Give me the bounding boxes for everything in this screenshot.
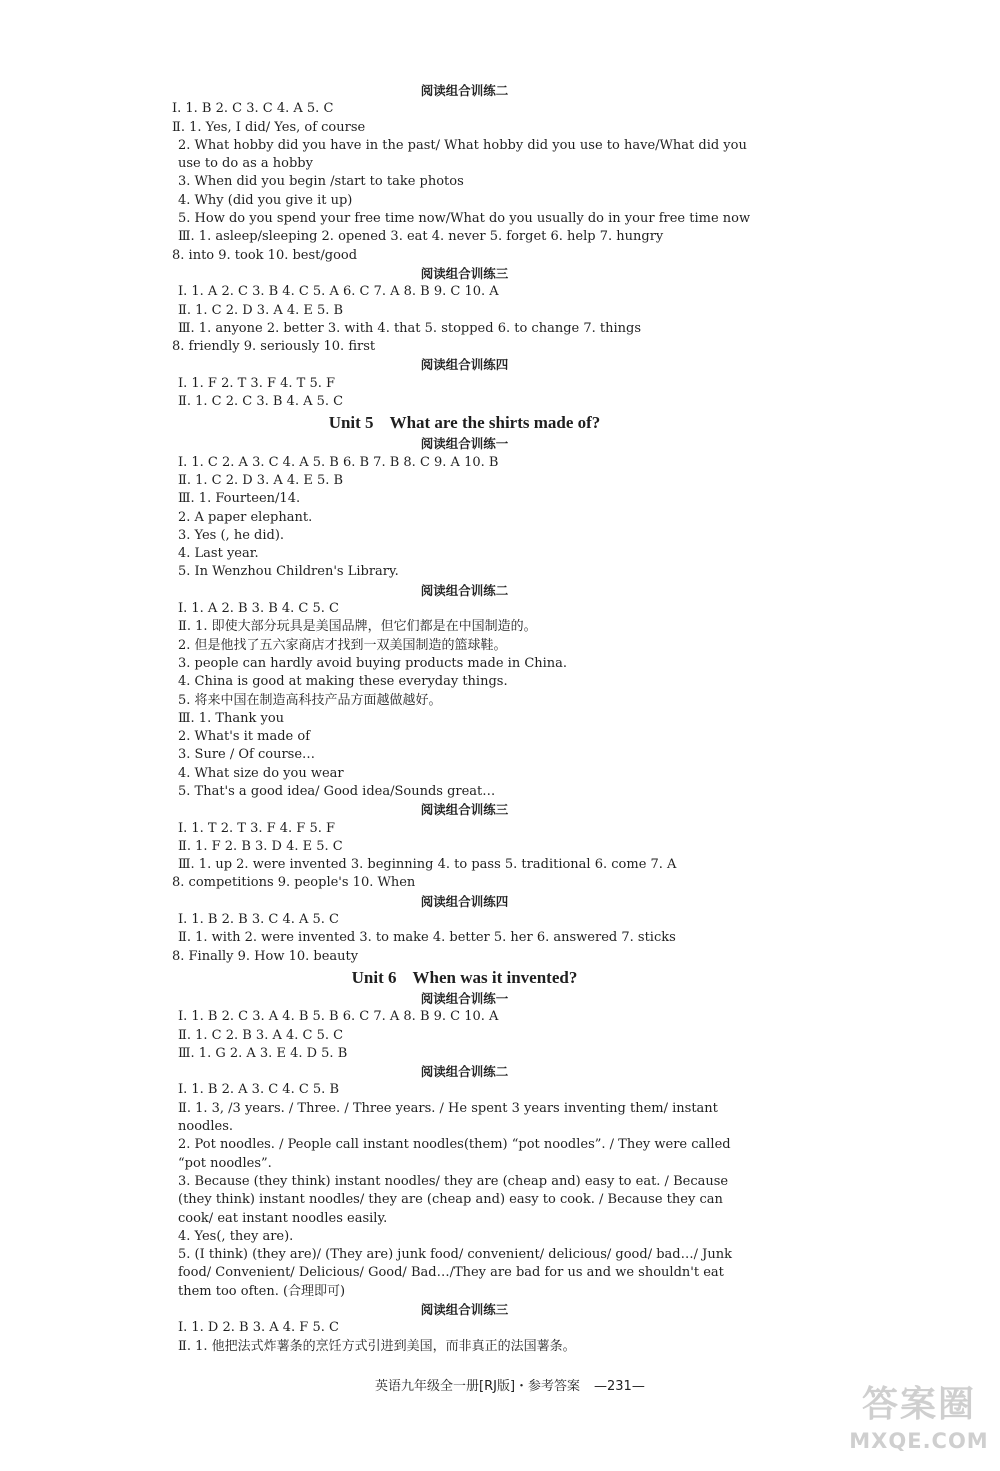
answer-line: 5. That's a good idea/ Good idea/Sounds great…	[178, 783, 496, 799]
answer-line: Ⅱ. 1. C 2. D 3. A 4. E 5. B	[178, 302, 344, 318]
answer-line: Ⅱ. 1. F 2. B 3. D 4. E 5. C	[178, 838, 343, 854]
answer-line: Ⅱ. 1. Yes, I did/ Yes, of course	[172, 119, 366, 135]
answer-paragraph: Ⅱ. 1. 3, /3 years. / Three. / Three years. / He spent 3 years inventing them/ instant noodles.	[178, 1100, 718, 1135]
answer-line: 4. Yes(, they are).	[178, 1228, 294, 1244]
answer-line: Ⅲ. 1. Thank you	[178, 710, 285, 726]
answer-line: Ⅲ. 1. G 2. A 3. E 4. D 5. B	[178, 1045, 348, 1061]
answer-line: 8. into 9. took 10. best/good	[172, 247, 358, 263]
page-number: —231—	[594, 1379, 645, 1394]
answer-line: 4. What size do you wear	[178, 765, 344, 781]
answer-paragraph: 2. What hobby did you have in the past/ What hobby did you use to have/What did you use to do as a hobby	[178, 137, 747, 172]
answer-line: Ⅰ. 1. C 2. A 3. C 4. A 5. B 6. B 7. B 8. C 9. A 10. B	[178, 454, 499, 470]
answer-line: Ⅲ. 1. anyone 2. better 3. with 4. that 5. stopped 6. to change 7. things	[178, 320, 642, 336]
answer-line: 8. competitions 9. people's 10. When	[172, 875, 416, 891]
answer-line: Ⅲ. 1. up 2. were invented 3. beginning 4. to pass 5. traditional 6. come 7. A	[178, 857, 677, 873]
answer-line: 5. In Wenzhou Children's Library.	[178, 564, 399, 580]
unit-heading	[172, 411, 757, 435]
unit-label: Unit 6	[351, 967, 397, 987]
answer-line: 8. Finally 9. How 10. beauty	[172, 948, 359, 964]
section-heading: 阅读组合训练三	[420, 1302, 509, 1317]
answer-line: 4. China is good at making these everyday things.	[178, 674, 508, 690]
answer-line: 5. How do you spend your free time now/What do you usually do in your free time now	[178, 211, 751, 227]
answer-line: 2. A paper elephant.	[178, 509, 313, 525]
answer-line: 4. Why (did you give it up)	[178, 192, 353, 208]
answer-line: Ⅰ. 1. B 2. B 3. C 4. A 5. C	[178, 912, 339, 928]
answer-line: Ⅱ. 1. 他把法式炸薯条的烹饪方式引进到美国，而非真正的法国薯条。	[178, 1338, 576, 1354]
answer-line: Ⅰ. 1. F 2. T 3. F 4. T 5. F	[178, 375, 336, 391]
answer-line: Ⅰ. 1. B 2. C 3. A 4. B 5. B 6. C 7. A 8. B 9. C 10. A	[178, 1009, 499, 1025]
footer-book-title: 英语九年级全一册[RJ版]・参考答案	[375, 1379, 581, 1394]
watermark-logo	[845, 1382, 993, 1466]
section-heading: 阅读组合训练四	[420, 357, 509, 373]
answer-key-content	[172, 82, 757, 1356]
section-heading: 阅读组合训练一	[420, 990, 509, 1006]
answer-line: 2. 但是他找了五六家商店才找到一双美国制造的篮球鞋。	[178, 637, 507, 653]
answer-line: Ⅱ. 1. C 2. B 3. A 4. C 5. C	[178, 1027, 344, 1043]
answer-line: 3. people can hardly avoid buying products made in China.	[178, 655, 568, 671]
unit-title: When was it invented?	[412, 967, 578, 987]
answer-line: 8. friendly 9. seriously 10. first	[172, 339, 376, 355]
answer-line: Ⅱ. 1. C 2. C 3. B 4. A 5. C	[178, 394, 344, 410]
answer-line: Ⅱ. 1. 即使大部分玩具是美国品牌，但它们都是在中国制造的。	[178, 619, 537, 635]
section-heading: 阅读组合训练三	[420, 802, 509, 818]
answer-line: Ⅲ. 1. asleep/sleeping 2. opened 3. eat 4. never 5. forget 6. help 7. hungry	[178, 229, 664, 245]
answer-paragraph: 5. (I think) (they are)/ (They are) junk food/ convenient/ delicious/ good/ bad…/ Junk food/ Convenient/ Delicious/ Good/ Bad…/They are bad for us and we shouldn't eat them too often. (合理即可)	[178, 1247, 732, 1299]
answer-line: Ⅲ. 1. Fourteen/14.	[178, 491, 301, 507]
answer-line: 3. Sure / Of course…	[178, 747, 316, 763]
answer-line: Ⅰ. 1. B 2. A 3. C 4. C 5. B	[178, 1082, 339, 1098]
answer-line: 3. When did you begin /start to take photos	[178, 174, 464, 190]
section-heading: 阅读组合训练四	[420, 893, 509, 909]
unit-heading	[172, 966, 757, 990]
answer-line: 3. Yes (, he did).	[178, 527, 285, 543]
unit-title: What are the shirts made of?	[389, 413, 601, 433]
section-heading: 阅读组合训练三	[420, 265, 509, 281]
answer-line: 5. 将来中国在制造高科技产品方面越做越好。	[178, 692, 442, 708]
answer-paragraph: 2. Pot noodles. / People call instant noodles(them) “pot noodles”. / They were called “pot noodles”.	[178, 1137, 731, 1171]
section-heading: 阅读组合训练一	[420, 436, 509, 452]
section-heading: 阅读组合训练二	[420, 582, 509, 598]
section-heading: 阅读组合训练二	[420, 1064, 509, 1080]
section-heading: 阅读组合训练二	[420, 83, 509, 98]
watermark-url: MXQE.COM	[849, 1429, 989, 1453]
answer-line: Ⅰ. 1. A 2. B 3. B 4. C 5. C	[178, 601, 339, 617]
answer-line: Ⅰ. 1. A 2. C 3. B 4. C 5. A 6. C 7. A 8. B 9. C 10. A	[178, 284, 499, 300]
answer-line: Ⅰ. 1. D 2. B 3. A 4. F 5. C	[178, 1320, 339, 1336]
answer-line: Ⅱ. 1. with 2. were invented 3. to make 4. better 5. her 6. answered 7. sticks	[178, 930, 676, 946]
answer-paragraph: 3. Because (they think) instant noodles/ they are (cheap and) easy to eat. / Because (they think) instant noodles/ they are (cheap and) easy to cook. / Because they can cook/ eat instant noodles easily.	[178, 1173, 729, 1226]
answer-line: Ⅱ. 1. C 2. D 3. A 4. E 5. B	[178, 472, 344, 488]
unit-label: Unit 5	[328, 413, 374, 433]
page-footer	[375, 1375, 645, 1394]
watermark-text: 答案圈	[861, 1384, 976, 1425]
answer-line: Ⅰ. 1. T 2. T 3. F 4. F 5. F	[178, 820, 336, 836]
answer-line: 2. What's it made of	[178, 729, 310, 745]
answer-line: 4. Last year.	[178, 546, 259, 562]
answer-line: Ⅰ. 1. B 2. C 3. C 4. A 5. C	[172, 101, 334, 117]
